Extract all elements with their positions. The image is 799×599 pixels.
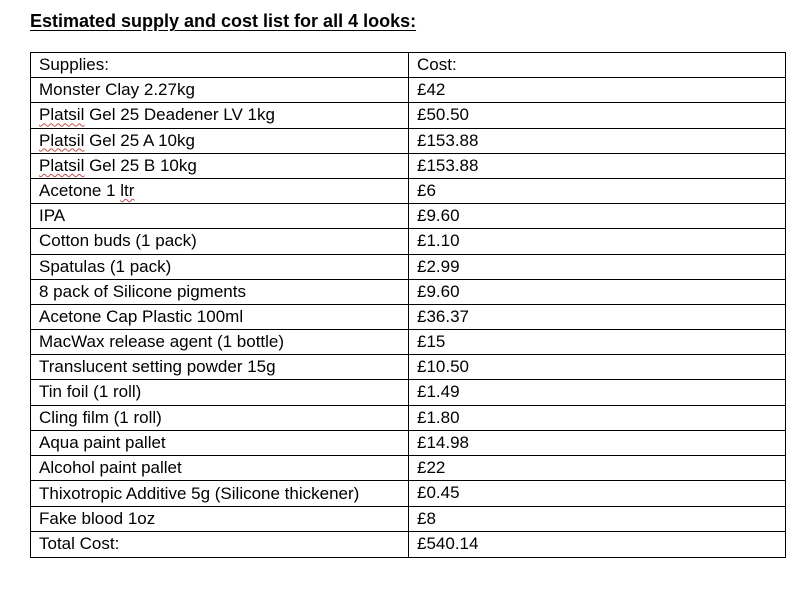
cost-cell: £6: [409, 178, 786, 203]
item-text: Acetone 1: [39, 180, 121, 200]
item-cell: Aqua paint pallet: [31, 430, 409, 455]
table-row: [31, 380, 786, 405]
header-cost: Cost:: [409, 53, 786, 78]
supply-cost-table: [30, 52, 786, 558]
cost-cell: £8: [409, 507, 786, 532]
cost-cell: £9.60: [409, 204, 786, 229]
item-cell: Acetone Cap Plastic 100ml: [31, 304, 409, 329]
item-cell: Alcohol paint pallet: [31, 456, 409, 481]
table-row: [31, 204, 786, 229]
cost-cell: £15: [409, 330, 786, 355]
table-row: [31, 78, 786, 103]
table-row: [31, 279, 786, 304]
spellcheck-word: Platsil: [39, 155, 85, 175]
item-cell: Fake blood 1oz: [31, 507, 409, 532]
item-text: Gel 25 A 10kg: [84, 130, 195, 150]
table-row: [31, 304, 786, 329]
header-supplies: Supplies:: [31, 53, 409, 78]
cost-cell: £1.10: [409, 229, 786, 254]
table-row: [31, 178, 786, 203]
cost-cell: £9.60: [409, 279, 786, 304]
total-cost: £540.14: [409, 532, 786, 557]
spellcheck-word: ltr: [120, 180, 135, 200]
cost-cell: £14.98: [409, 430, 786, 455]
item-cell: IPA: [31, 204, 409, 229]
table-row: [31, 405, 786, 430]
item-text: Gel 25 Deadener LV 1kg: [84, 105, 275, 125]
item-cell: Cotton buds (1 pack): [31, 229, 409, 254]
item-cell: [31, 153, 409, 178]
item-cell: Thixotropic Additive 5g (Silicone thickener): [31, 481, 409, 507]
table-row: [31, 456, 786, 481]
total-label: Total Cost:: [31, 532, 409, 557]
item-cell: [31, 178, 409, 203]
item-text: Gel 25 B 10kg: [84, 155, 197, 175]
page-title: Estimated supply and cost list for all 4 looks:: [30, 11, 417, 31]
item-cell: Monster Clay 2.27kg: [31, 78, 409, 103]
item-cell: Translucent setting powder 15g: [31, 355, 409, 380]
cost-cell: £50.50: [409, 103, 786, 128]
cost-cell: £36.37: [409, 304, 786, 329]
table-row: [31, 330, 786, 355]
table-row: [31, 128, 786, 153]
item-cell: Tin foil (1 roll): [31, 380, 409, 405]
cost-cell: £153.88: [409, 153, 786, 178]
cost-cell: £10.50: [409, 355, 786, 380]
table-row: [31, 153, 786, 178]
spellcheck-word: Platsil: [39, 105, 85, 125]
item-cell: Cling film (1 roll): [31, 405, 409, 430]
table-row: [31, 507, 786, 532]
item-cell: 8 pack of Silicone pigments: [31, 279, 409, 304]
table-row: [31, 481, 786, 507]
item-cell: MacWax release agent (1 bottle): [31, 330, 409, 355]
item-cell: Spatulas (1 pack): [31, 254, 409, 279]
cost-cell: £2.99: [409, 254, 786, 279]
cost-cell: £1.49: [409, 380, 786, 405]
cost-cell: £22: [409, 456, 786, 481]
table-row: [31, 103, 786, 128]
table-row: [31, 254, 786, 279]
cost-cell: £153.88: [409, 128, 786, 153]
item-cell: [31, 103, 409, 128]
table-total-row: [31, 532, 786, 557]
spellcheck-word: Platsil: [39, 130, 85, 150]
item-cell: [31, 128, 409, 153]
cost-cell: £1.80: [409, 405, 786, 430]
table-row: [31, 229, 786, 254]
cost-cell: £0.45: [409, 481, 786, 507]
table-row: [31, 430, 786, 455]
cost-cell: £42: [409, 78, 786, 103]
table-row: [31, 355, 786, 380]
table-header-row: [31, 53, 786, 78]
